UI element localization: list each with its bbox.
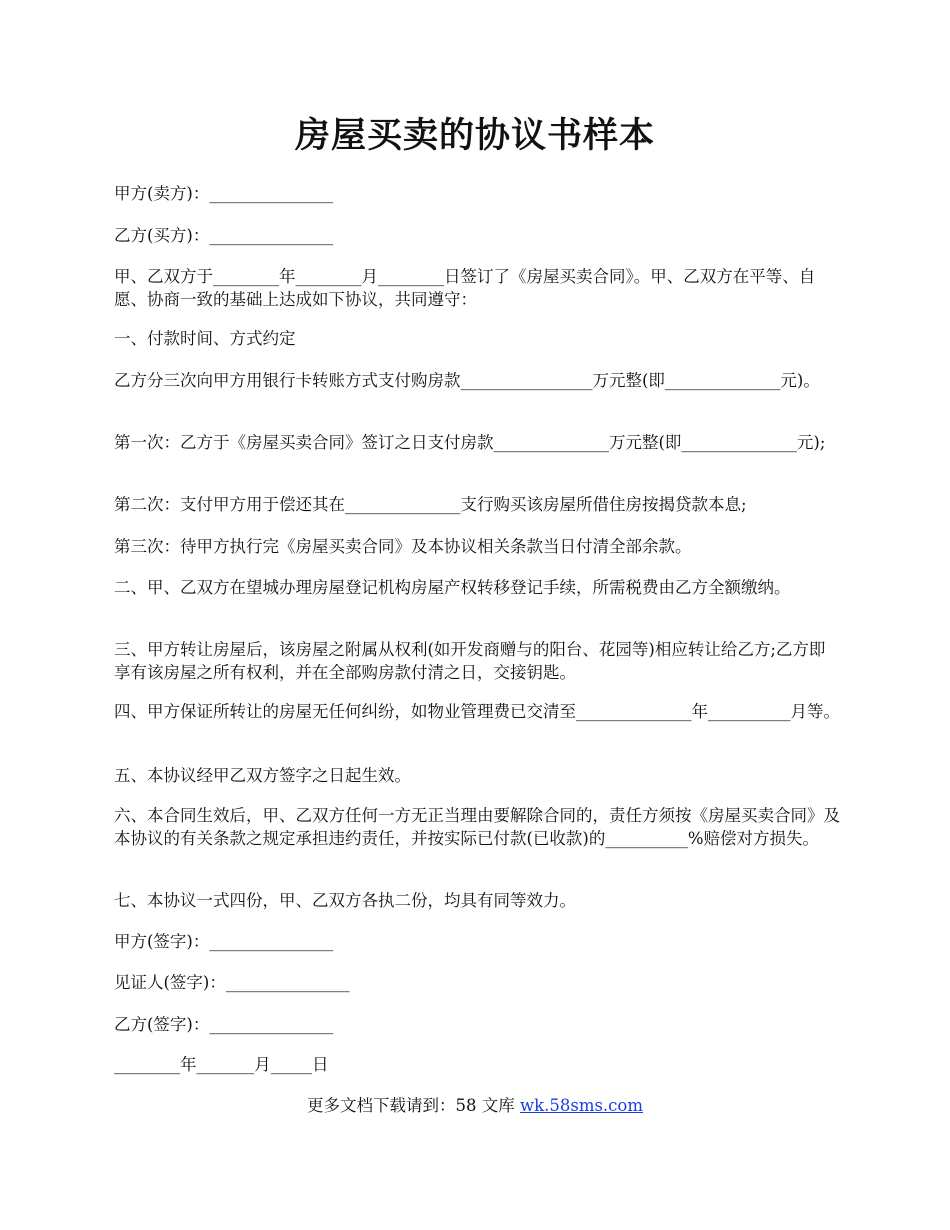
- date-line: ________年_______月_____日: [114, 1055, 329, 1074]
- seller-signature-line: 甲方(签字)：_______________: [114, 932, 334, 951]
- preamble-paragraph: 甲、乙双方于________年________月________日签订了《房屋买卖合同》。甲、乙双方在平等、自愿、协商一致的基础上达成如下协议，共同遵守：: [114, 267, 816, 309]
- clause-5-paragraph: 五、本协议经甲乙双方签字之日起生效。: [114, 766, 411, 785]
- witness-signature-line: 见证人(签字)：_______________: [114, 973, 350, 992]
- document-title: 房屋买卖的协议书样本: [294, 115, 655, 156]
- footer-link[interactable]: wk.58sms.com: [519, 1096, 643, 1115]
- clause-2-paragraph: 二、甲、乙双方在望城办理房屋登记机构房屋产权转移登记手续，所需税费由乙方全额缴纳。: [114, 578, 791, 597]
- clause-1-heading: 一、付款时间、方式约定: [114, 329, 296, 348]
- clause-7-paragraph: 七、本协议一式四份，甲、乙双方各执二份，均具有同等效力。: [114, 891, 576, 910]
- buyer-line: 乙方(买方)：_______________: [114, 226, 334, 245]
- seller-line: 甲方(卖方)：_______________: [114, 184, 334, 203]
- footer-text: 更多文档下载请到：58 文库: [306, 1096, 520, 1115]
- payment-second-paragraph: 第二次：支付甲方用于偿还其在______________支行购买该房屋所借住房按揭贷款本息;: [114, 495, 747, 514]
- payment-first-paragraph: 第一次：乙方于《房屋买卖合同》签订之日支付房款______________万元整(即______________元);: [114, 433, 826, 452]
- payment-third-paragraph: 第三次：待甲方执行完《房屋买卖合同》及本协议相关条款当日付清全部余款。: [114, 537, 692, 556]
- payment-paragraph: 乙方分三次向甲方用银行卡转账方式支付购房款________________万元整(即______________元)。: [114, 371, 820, 390]
- clause-4-paragraph: 四、甲方保证所转让的房屋无任何纠纷，如物业管理费已交清至______________年__________月等。: [114, 702, 840, 721]
- clause-6-paragraph: 六、本合同生效后，甲、乙双方任何一方无正当理由要解除合同的，责任方须按《房屋买卖合同》及本协议的有关条款之规定承担违约责任，并按实际已付款(已收款)的__________%赔偿对方损失。: [114, 806, 840, 848]
- footer: [0, 1094, 950, 1118]
- clause-3-paragraph: 三、甲方转让房屋后，该房屋之附属从权利(如开发商赠与的阳台、花园等)相应转让给乙方;乙方即享有该房屋之所有权利，并在全部购房款付清之日，交接钥匙。: [114, 640, 826, 682]
- buyer-signature-line: 乙方(签字)：_______________: [114, 1015, 334, 1034]
